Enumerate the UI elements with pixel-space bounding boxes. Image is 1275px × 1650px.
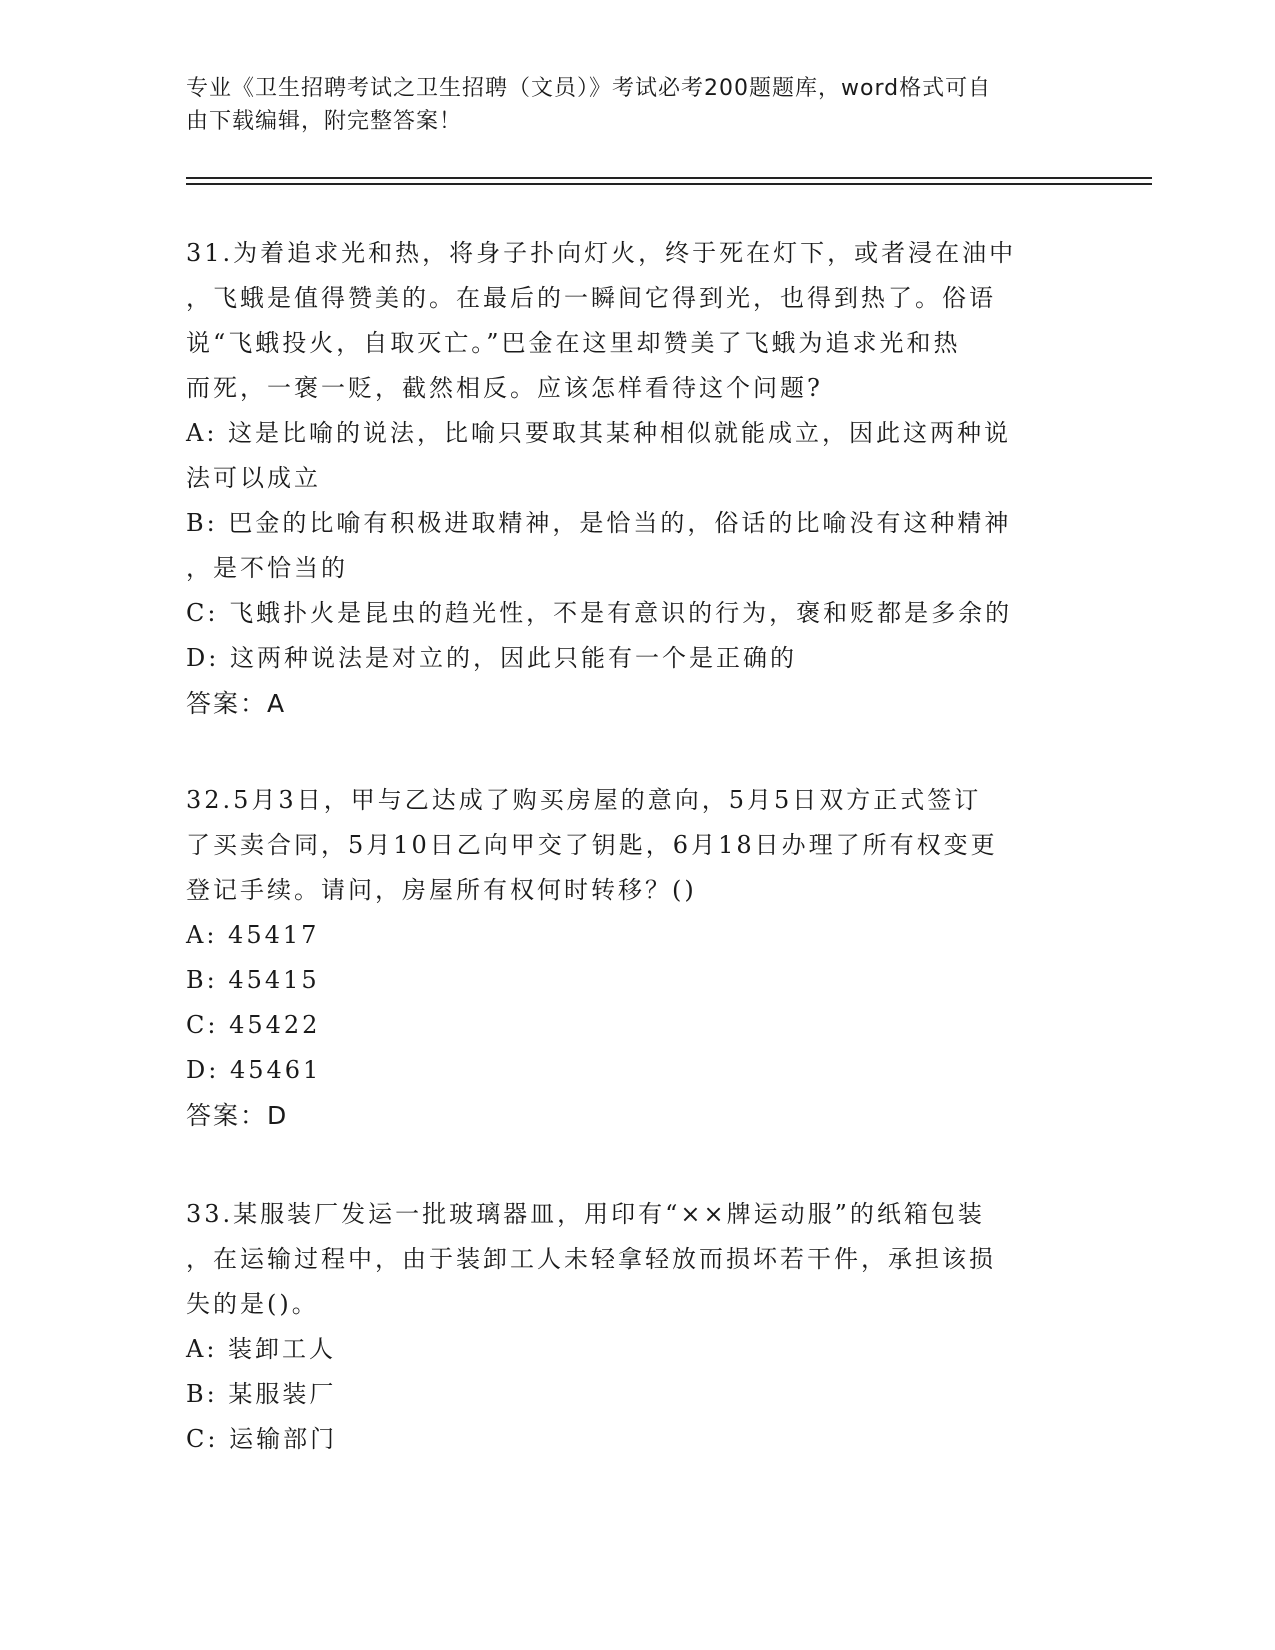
option-b-line: B: 45415 (186, 966, 320, 994)
question-stem-line: 32.5月3日，甲与乙达成了购买房屋的意向，5月5日双方正式签订 (186, 786, 982, 814)
answer-label: 答案：A (186, 689, 287, 718)
option-b-line: B: 巴金的比喻有积极进取精神，是恰当的，俗话的比喻没有这种精神 (186, 509, 1012, 537)
question-stem-line: ，在运输过程中，由于装卸工人未轻拿轻放而损坏若干件，承担该损 (186, 1245, 996, 1273)
option-c-line: C: 45422 (186, 1011, 321, 1039)
question-stem-line: 33.某服装厂发运一批玻璃器皿，用印有“××牌运动服”的纸箱包装 (186, 1200, 985, 1228)
option-d-line: D: 这两种说法是对立的，因此只能有一个是正确的 (186, 644, 797, 672)
header-divider-bottom (186, 183, 1152, 185)
document-header (186, 72, 1066, 138)
question-stem-line: 失的是()。 (186, 1290, 319, 1318)
question-stem-line: 而死，一褒一贬，截然相反。应该怎样看待这个问题? (186, 374, 823, 402)
option-a-line: A: 装卸工人 (186, 1335, 337, 1363)
header-line-1: 专业《卫生招聘考试之卫生招聘（文员）》考试必考200题题库，word格式可自 (186, 76, 992, 101)
header-divider-top (186, 177, 1152, 179)
option-b-line: ，是不恰当的 (186, 554, 348, 582)
question-stem-line: 登记手续。请问，房屋所有权何时转移？() (186, 876, 697, 904)
question-stem-line: 31.为着追求光和热，将身子扑向灯火，终于死在灯下，或者浸在油中 (186, 239, 1017, 267)
question-stem-line: ，飞蛾是值得赞美的。在最后的一瞬间它得到光，也得到热了。俗语 (186, 284, 996, 312)
option-b-line: B: 某服装厂 (186, 1380, 337, 1408)
question-32 (186, 778, 1066, 1138)
question-stem-line: 了买卖合同，5月10日乙向甲交了钥匙，6月18日办理了所有权变更 (186, 831, 998, 859)
option-c-line: C: 飞蛾扑火是昆虫的趋光性，不是有意识的行为，褒和贬都是多余的 (186, 599, 1013, 627)
question-33 (186, 1192, 1066, 1462)
option-a-line: A: 45417 (186, 921, 320, 949)
header-line-2: 由下载编辑，附完整答案！ (186, 109, 463, 134)
option-d-line: D: 45461 (186, 1056, 322, 1084)
option-a-line: A: 这是比喻的说法，比喻只要取其某种相似就能成立，因此这两种说 (186, 419, 1012, 447)
question-31 (186, 231, 1066, 726)
option-c-line: C: 运输部门 (186, 1425, 338, 1453)
answer-label: 答案：D (186, 1101, 289, 1130)
question-stem-line: 说“飞蛾投火，自取灭亡。”巴金在这里却赞美了飞蛾为追求光和热 (186, 329, 961, 357)
option-a-line: 法可以成立 (186, 464, 321, 492)
